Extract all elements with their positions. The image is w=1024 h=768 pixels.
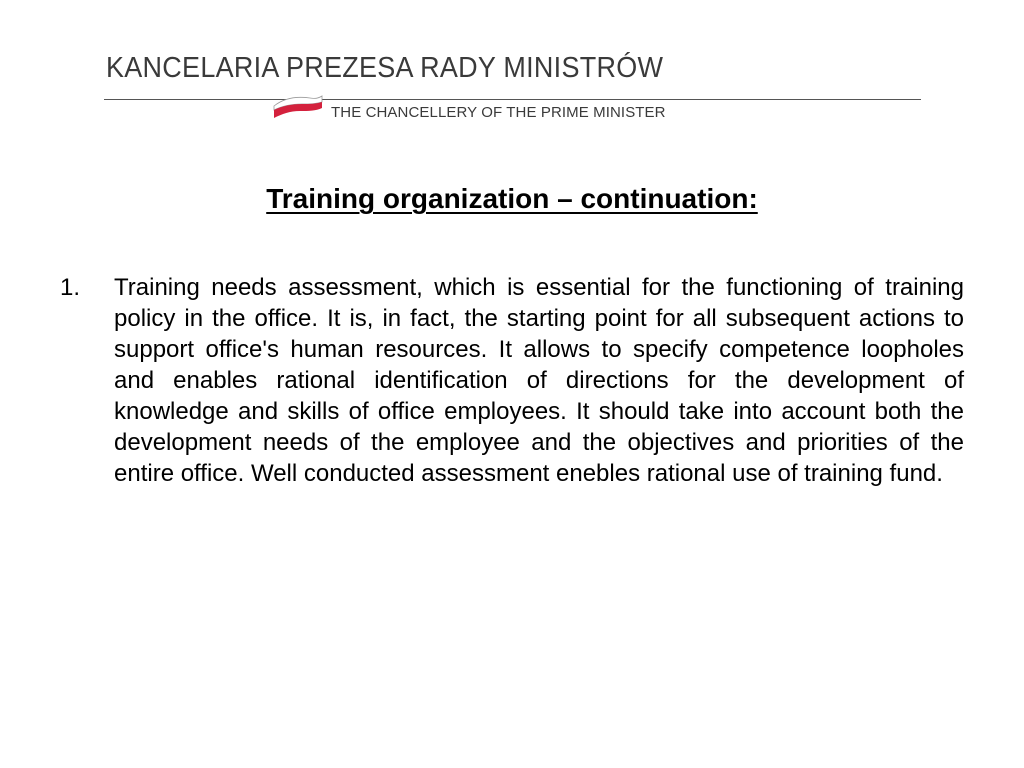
numbered-list xyxy=(60,272,964,489)
list-item xyxy=(60,272,964,489)
list-item-text: Training needs assessment, which is essential for the functioning of training policy in the office. It is, in fact, the starting point for all subsequent actions to support office's human resources. It allows to specify competence loopholes and enables rational identification of directions for the development of knowledge and skills of office employees. It should take into account both the development needs of the employee and the objectives and priorities of the entire office. Well conducted assessment enebles rational use of training fund. xyxy=(114,274,964,487)
list-item-number: 1. xyxy=(60,274,81,301)
org-name-english: THE CHANCELLERY OF THE PRIME MINISTER xyxy=(331,104,666,121)
header-divider xyxy=(104,99,921,100)
header xyxy=(0,0,1024,140)
slide-title: Training organization – continuation: xyxy=(266,183,758,214)
polish-flag-icon xyxy=(270,92,324,120)
org-name-polish: KANCELARIA PREZESA RADY MINISTRÓW xyxy=(106,52,664,84)
